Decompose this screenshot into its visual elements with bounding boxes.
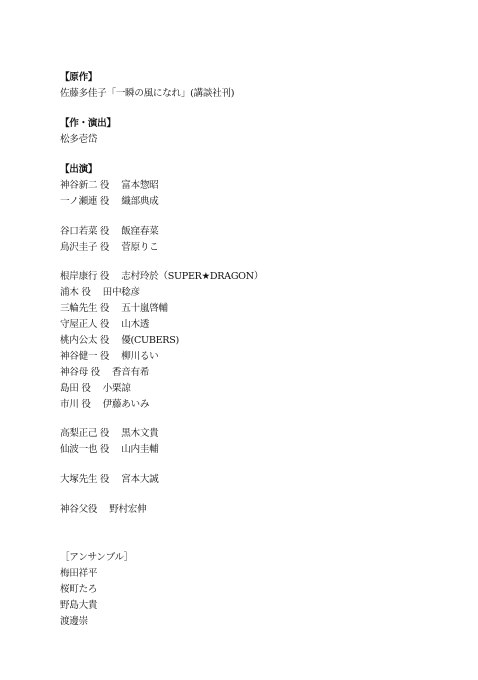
cast-line: 守屋正人 役 山木透 [60,319,150,330]
cast-line: 高梨正己 役 黒木文貴 [60,428,159,439]
script-text: 松多壱岱 [60,134,98,145]
original-text: 佐藤多佳子「一瞬の風になれ」(講談社刊) [60,88,235,99]
script-heading: 【作・演出】 [60,118,116,129]
ensemble-member: 桜町たろ [60,584,98,595]
cast-line: 島田 役 小栗諒 [60,383,131,394]
cast-line: 谷口若菜 役 飯窪春菜 [60,226,159,237]
ensemble-member: 渡邊崇 [60,616,88,627]
cast-heading: 【出演】 [60,164,98,175]
cast-line: 神谷父役 野村宏伸 [60,504,147,515]
cast-line: 大塚先生 役 宮本大誠 [60,474,159,485]
cast-line: 鳥沢圭子 役 菅原りこ [60,242,159,253]
cast-line: 神谷健一 役 柳川るい [60,351,159,362]
cast-line: 神谷母 役 香音有希 [60,367,150,378]
ensemble-member: 梅田祥平 [60,568,98,579]
cast-line: 一ノ瀬連 役 織部典成 [60,196,159,207]
cast-line: 桃内公太 役 優(CUBERS) [60,335,179,346]
original-heading: 【原作】 [60,72,98,83]
cast-line: 仙波一也 役 山内圭輔 [60,444,159,455]
cast-line: 神谷新二 役 富本惣昭 [60,180,159,191]
cast-line: 浦木 役 田中稔彦 [60,287,140,298]
ensemble-member: 野島大貴 [60,600,98,611]
cast-line: 市川 役 伊藤あいみ [60,399,150,410]
ensemble-heading: ［アンサンブル］ [60,552,134,563]
cast-line: 三輪先生 役 五十嵐啓輔 [60,303,168,314]
cast-line: 根岸康行 役 志村玲於（SUPER★DRAGON） [60,271,264,282]
